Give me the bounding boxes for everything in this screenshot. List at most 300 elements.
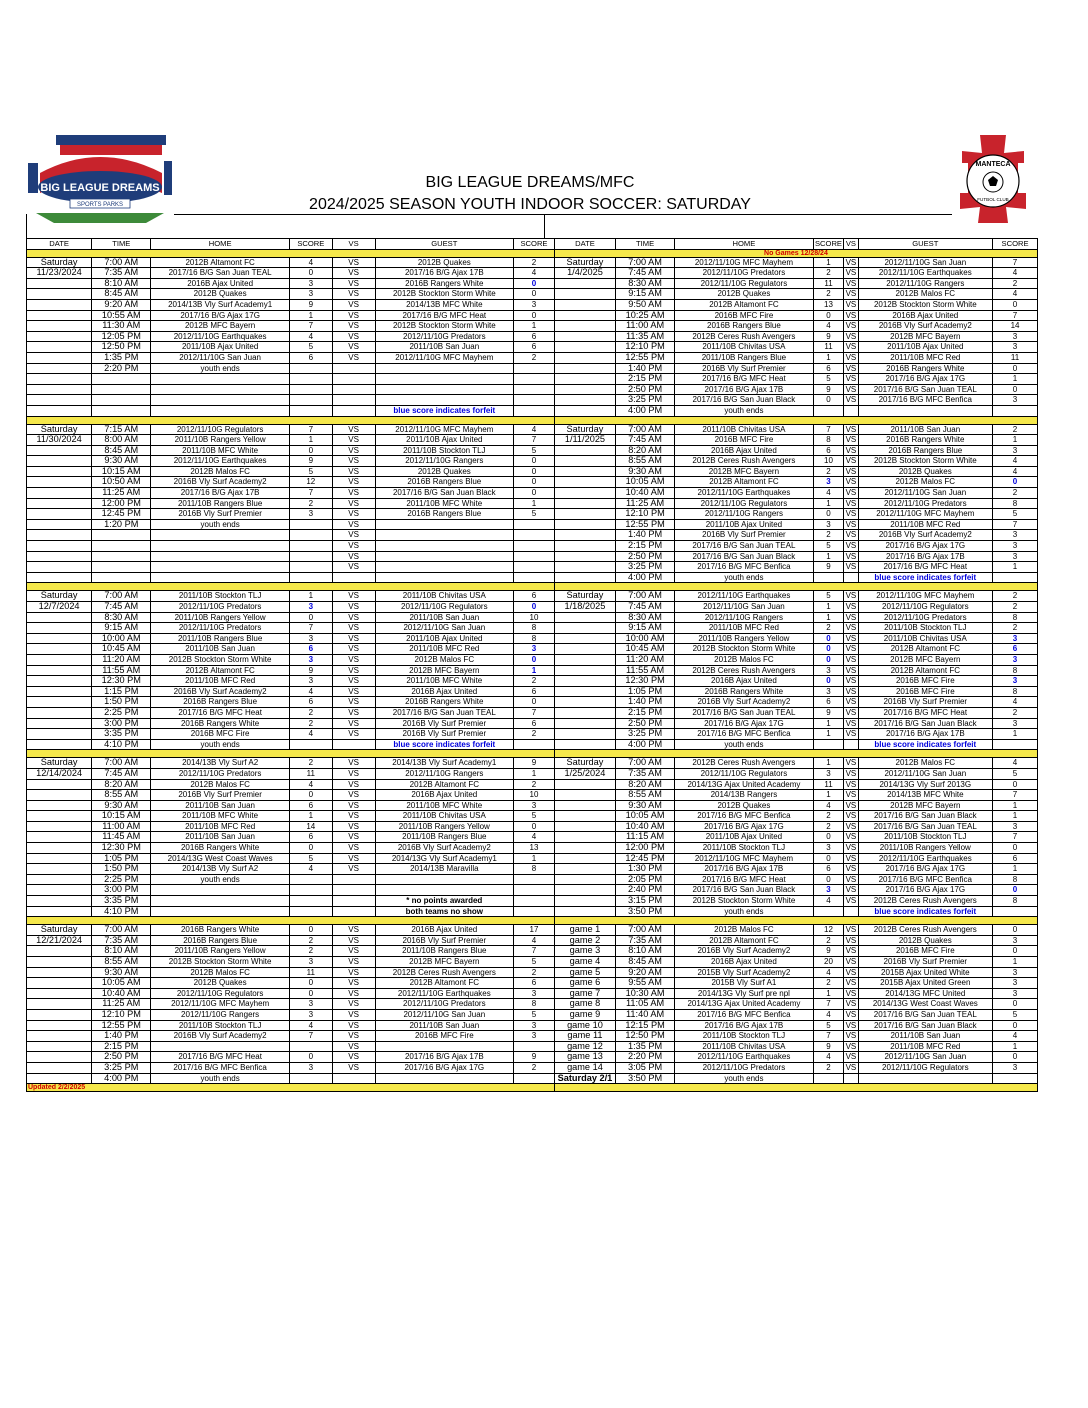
left-cell: 2016B Rangers Blue [151,697,290,708]
left-cell [27,1009,92,1020]
right-cell: 6 [813,445,844,456]
right-cell: 3 [993,530,1038,541]
left-cell: 11:55 AM [92,665,151,676]
header-cell: DATE [554,239,615,250]
left-cell: 0 [289,843,332,854]
left-cell [27,654,92,665]
right-cell: 2016B Ajax United [675,676,814,687]
right-cell: 9 [813,946,844,957]
left-cell: 6 [514,591,555,602]
left-cell [151,885,290,896]
right-cell: 2 [993,488,1038,499]
left-cell: VS [332,800,375,811]
right-cell: 2011/10B Chivitas USA [675,342,814,353]
right-cell [554,811,615,822]
left-cell: 2 [514,967,555,978]
right-cell: VS [845,644,857,654]
right-cell [554,906,615,917]
left-cell: 3 [289,633,332,644]
left-cell: 3 [514,644,555,655]
left-cell: 0 [514,477,555,488]
left-cell: 3:35 PM [92,729,151,740]
block-separator [27,917,1038,925]
right-cell: VS [845,821,857,831]
right-cell: game 12 [554,1041,615,1052]
left-cell: 11:25 AM [92,999,151,1010]
left-cell: 8 [514,864,555,875]
left-cell: 8:30 AM [92,612,151,623]
left-cell: 2014/13B Maravilla [375,864,514,875]
game-row [27,257,1038,268]
left-cell: 2016B MFC Fire [375,1031,514,1042]
left-cell [27,999,92,1010]
left-cell: VS [332,821,375,832]
left-cell: 2012B Quakes [375,257,514,268]
right-cell: 2017/16 B/G Ajax 17G [675,718,814,729]
right-cell: 2017/16 B/G San Juan Black [858,811,993,822]
right-cell: 12:45 PM [616,853,675,864]
left-cell: 2012/11/10G Rangers [375,456,514,467]
left-cell [27,530,92,541]
right-cell: 9:50 AM [616,299,675,310]
separator-cell [27,416,555,424]
right-cell [813,906,844,917]
right-cell: VS [845,1020,857,1030]
right-cell: 11:00 AM [616,321,675,332]
right-cell: 5 [813,591,844,602]
right-cell: 8 [993,686,1038,697]
right-cell: 4 [813,1052,844,1063]
separator-cell [27,917,555,925]
left-cell: youth ends [151,874,290,885]
right-cell: 1 [813,612,844,623]
right-cell: VS [845,456,857,466]
right-cell: 4 [993,289,1038,300]
right-cell [554,331,615,342]
right-cell: VS [845,885,857,895]
right-cell [554,864,615,875]
right-cell: VS [845,853,857,863]
left-cell [375,541,514,552]
left-cell: 5 [514,957,555,968]
right-cell: 11 [813,278,844,289]
left-cell: VS [332,445,375,456]
left-tick [26,214,27,238]
left-cell: 0 [289,612,332,623]
left-cell: 2017/16 B/G MFC Heat [375,310,514,321]
game-row [27,925,1038,936]
right-cell: 2012/11/10G Rangers [858,278,993,289]
left-cell [27,821,92,832]
right-cell [993,405,1038,416]
left-cell [27,811,92,822]
left-cell [27,289,92,300]
right-cell: 2017/16 B/G MFC Heat [858,562,993,573]
left-cell: 2011/10B San Juan [151,800,290,811]
left-cell [289,1073,332,1084]
left-cell: 5 [514,811,555,822]
left-cell [27,957,92,968]
right-cell: 2 [813,935,844,946]
right-cell: 11 [813,342,844,353]
left-cell: 0 [514,289,555,300]
right-cell: 1/18/2025 [554,602,615,613]
left-cell: 2011/10B Rangers Yellow [375,821,514,832]
right-cell: 7:35 AM [616,935,675,946]
left-cell: 1 [514,498,555,509]
left-cell: VS [332,644,375,655]
left-cell: 1:50 PM [92,697,151,708]
schedule-table [26,238,1038,1092]
left-cell: 2011/10B Rangers Yellow [151,946,290,957]
left-cell: 10:40 AM [92,988,151,999]
left-cell: 2011/10B San Juan [151,832,290,843]
left-cell [514,363,555,374]
game-row [27,811,1038,822]
left-cell [151,906,290,917]
left-cell: VS [332,935,375,946]
left-cell: 3 [514,800,555,811]
right-cell: 7 [993,832,1038,843]
right-cell: 3 [993,445,1038,456]
right-cell: 2017/16 B/G MFC Benfica [675,1009,814,1020]
left-cell: 5 [514,509,555,520]
left-cell: 12:45 PM [92,509,151,520]
left-cell: 10:15 AM [92,811,151,822]
left-cell [27,278,92,289]
game-row [27,435,1038,446]
game-row [27,384,1038,395]
left-cell: 2016B Rangers White [375,697,514,708]
left-cell: VS [332,864,375,875]
game-row [27,424,1038,435]
left-cell [332,395,375,406]
left-cell [27,498,92,509]
right-cell [554,477,615,488]
game-row [27,299,1038,310]
left-cell: 2012B Malos FC [375,654,514,665]
header-cell: DATE [27,239,92,250]
right-cell: 10:05 AM [616,477,675,488]
left-cell: VS [332,676,375,687]
right-cell: 2:50 PM [616,384,675,395]
left-cell [92,562,151,573]
left-cell [375,363,514,374]
left-cell [27,395,92,406]
right-cell: 2012/11/10G Predators [675,268,814,279]
left-cell: 2:50 PM [92,1052,151,1063]
right-cell: VS [845,790,857,800]
right-cell: 2016B Ajax United [675,957,814,968]
right-cell: 8 [813,435,844,446]
right-cell [554,352,615,363]
right-cell [554,896,615,907]
right-cell: 0 [993,925,1038,936]
right-cell: VS [845,707,857,717]
left-cell: 1 [289,591,332,602]
left-cell: 2017/16 B/G San Juan Black [375,488,514,499]
right-cell: 2012B Ceres Rush Avengers [858,896,993,907]
right-cell: 12:10 PM [616,342,675,353]
right-cell: 1 [813,352,844,363]
left-cell: 7 [514,435,555,446]
left-cell: 2012B Altamont FC [375,779,514,790]
right-cell: 12:10 PM [616,509,675,520]
game-row [27,935,1038,946]
game-row [27,779,1038,790]
left-cell [27,779,92,790]
right-cell: 2017/16 B/G San Juan Black [858,718,993,729]
right-cell: 2012B Quakes [675,800,814,811]
right-cell: 2015B Vly Surf A1 [675,978,814,989]
left-cell [514,519,555,530]
game-row [27,310,1038,321]
left-cell [27,988,92,999]
right-cell [993,906,1038,917]
right-cell: 3 [993,718,1038,729]
right-cell: 2012/11/10G Earthquakes [675,1052,814,1063]
separator-cell [554,1084,1037,1092]
left-cell: 0 [289,268,332,279]
left-cell: 17 [514,925,555,936]
left-cell [514,374,555,385]
header-row [27,239,1038,250]
left-cell: VS [332,768,375,779]
left-cell [27,363,92,374]
left-cell [27,1041,92,1052]
left-cell: 2016B Rangers White [375,278,514,289]
right-cell: 2012B MFC Bayern [858,800,993,811]
left-cell [27,1073,92,1084]
right-cell: 2012/11/10G MFC Mayhem [858,509,993,520]
right-cell: youth ends [675,405,814,416]
separator-cell [554,917,1037,925]
right-cell: 2017/16 B/G Ajax 17G [858,864,993,875]
left-cell: VS [332,999,375,1010]
left-cell: VS [332,488,375,499]
right-cell [554,498,615,509]
right-cell: 0 [993,363,1038,374]
right-cell: 11:25 AM [616,498,675,509]
right-cell: 12:30 PM [616,676,675,687]
right-cell: VS [845,935,857,945]
right-cell: 4 [993,697,1038,708]
left-cell: 2016B Vly Surf Academy2 [375,843,514,854]
left-cell: blue score indicates forfeit [375,739,514,750]
right-cell: 2017/16 B/G San Juan Black [675,395,814,406]
left-cell: 2011/10B MFC White [375,498,514,509]
left-cell: 2016B Vly Surf Premier [151,509,290,520]
game-row [27,957,1038,968]
right-cell [554,519,615,530]
right-cell: VS [845,967,857,977]
left-cell: 2012B Malos FC [151,779,290,790]
right-cell: 2012/11/10G Earthquakes [675,488,814,499]
left-cell [27,843,92,854]
left-cell: 12:55 PM [92,1020,151,1031]
left-cell: 2014/13G Vly Surf Academy1 [375,853,514,864]
game-row [27,885,1038,896]
right-cell [554,633,615,644]
right-cell: 2:05 PM [616,874,675,885]
left-cell [92,541,151,552]
right-cell: 2011/10B San Juan [858,424,993,435]
left-cell [27,456,92,467]
right-cell: 2012/11/10G Predators [858,498,993,509]
left-cell: 4 [289,1020,332,1031]
right-cell: VS [845,864,857,874]
left-cell: 2012B Altamont FC [151,665,290,676]
left-cell [92,551,151,562]
right-cell: VS [845,445,857,455]
game-row [27,790,1038,801]
left-cell: 2012/11/10G Predators [151,768,290,779]
left-cell: 2016B Rangers Blue [151,935,290,946]
right-cell: 1/11/2025 [554,435,615,446]
left-cell [332,363,375,374]
left-cell: 6 [514,686,555,697]
right-cell: 2012/11/10G Earthquakes [858,853,993,864]
left-cell [332,384,375,395]
right-cell: 12:15 PM [616,1020,675,1031]
left-cell: 9:20 AM [92,299,151,310]
right-cell: 1 [813,790,844,801]
left-cell: 14 [289,821,332,832]
right-cell: VS [845,925,857,935]
right-cell: 2 [813,530,844,541]
right-cell: 1 [993,800,1038,811]
right-cell: 2011/10B Ajax United [858,342,993,353]
right-cell: 2017/16 B/G MFC Benfica [858,395,993,406]
right-cell: 6 [993,644,1038,655]
game-row [27,654,1038,665]
right-cell: 2 [993,278,1038,289]
right-cell: 2017/16 B/G MFC Heat [675,374,814,385]
game-row [27,633,1038,644]
left-cell: youth ends [151,363,290,374]
left-cell: 10:45 AM [92,644,151,655]
left-cell [289,885,332,896]
right-cell [554,289,615,300]
left-cell: blue score indicates forfeit [375,405,514,416]
right-cell: VS [845,999,857,1009]
right-cell: VS [845,633,857,643]
right-cell: 8:20 AM [616,779,675,790]
right-cell: 4 [993,1031,1038,1042]
left-cell: 2 [289,707,332,718]
right-cell: 2017/16 B/G MFC Benfica [675,729,814,740]
left-cell: 9:30 AM [92,800,151,811]
left-cell: 2012/11/10G Earthquakes [151,456,290,467]
right-cell: youth ends [675,906,814,917]
left-cell: 2012B Quakes [375,466,514,477]
center-tick [544,214,545,238]
left-cell: 7 [514,946,555,957]
right-cell: 8 [993,498,1038,509]
right-cell: 2017/16 B/G Ajax 17B [858,551,993,562]
left-cell: 12:10 PM [92,1009,151,1020]
right-cell: 2016B Rangers Blue [675,321,814,332]
left-cell: 10:00 AM [92,633,151,644]
right-cell: 9 [813,384,844,395]
left-cell: 2012/11/10G Rangers [375,768,514,779]
right-cell: VS [845,1031,857,1041]
left-cell: 8:55 AM [92,957,151,968]
left-cell [27,978,92,989]
left-cell: 11:45 AM [92,832,151,843]
right-cell: 3:25 PM [616,562,675,573]
right-cell: 1 [993,1041,1038,1052]
left-cell: 7 [514,707,555,718]
right-cell: 0 [993,885,1038,896]
right-cell: VS [845,530,857,540]
left-cell: 2012B Quakes [151,289,290,300]
right-cell: game 9 [554,1009,615,1020]
right-cell: 2012/11/10G Rangers [675,509,814,520]
left-cell: 2012B Malos FC [151,967,290,978]
right-cell [554,718,615,729]
right-cell: 8 [993,665,1038,676]
right-cell: 2 [813,821,844,832]
game-row [27,800,1038,811]
game-row [27,1031,1038,1042]
game-row [27,1020,1038,1031]
logo-right-subtext: FUTBOL CLUB [977,197,1009,202]
right-cell: 9:15 AM [616,289,675,300]
left-cell: VS [332,268,375,279]
right-cell: 2012B Quakes [858,935,993,946]
right-cell: 2017/16 B/G Ajax 17G [858,374,993,385]
left-cell [514,405,555,416]
right-cell: 2016B Vly Surf Premier [858,957,993,968]
left-cell [151,541,290,552]
left-cell: 2016B Rangers White [151,925,290,936]
left-cell [27,665,92,676]
right-cell: 2012B Quakes [858,466,993,477]
right-cell: 4:00 PM [616,739,675,750]
right-cell: 3 [813,477,844,488]
right-cell: 0 [813,654,844,665]
right-cell [858,405,993,416]
separator-cell [27,583,555,591]
game-row [27,1052,1038,1063]
left-cell: VS [332,832,375,843]
right-cell [844,405,858,416]
right-cell: 5 [993,509,1038,520]
game-row [27,591,1038,602]
right-cell: 2017/16 B/G Ajax 17G [675,821,814,832]
right-cell [554,644,615,655]
left-cell: VS [332,456,375,467]
left-cell [514,541,555,552]
left-cell: VS [332,633,375,644]
right-cell: 2015B Vly Surf Academy2 [675,967,814,978]
left-cell: 2012B Malos FC [151,466,290,477]
right-cell [844,906,858,917]
left-cell: Saturday [27,424,92,435]
right-cell: 2012B Altamont FC [858,644,993,655]
left-cell: VS [332,925,375,936]
right-cell: 2014/13G West Coast Waves [858,999,993,1010]
right-cell: 2012/11/10G Regulators [858,1062,993,1073]
left-cell: VS [332,435,375,446]
left-cell [289,562,332,573]
game-row [27,519,1038,530]
right-cell: 2012B Ceres Rush Avengers [675,665,814,676]
right-cell: 1:05 PM [616,686,675,697]
right-cell: 9:30 AM [616,800,675,811]
right-cell: VS [845,1041,857,1051]
